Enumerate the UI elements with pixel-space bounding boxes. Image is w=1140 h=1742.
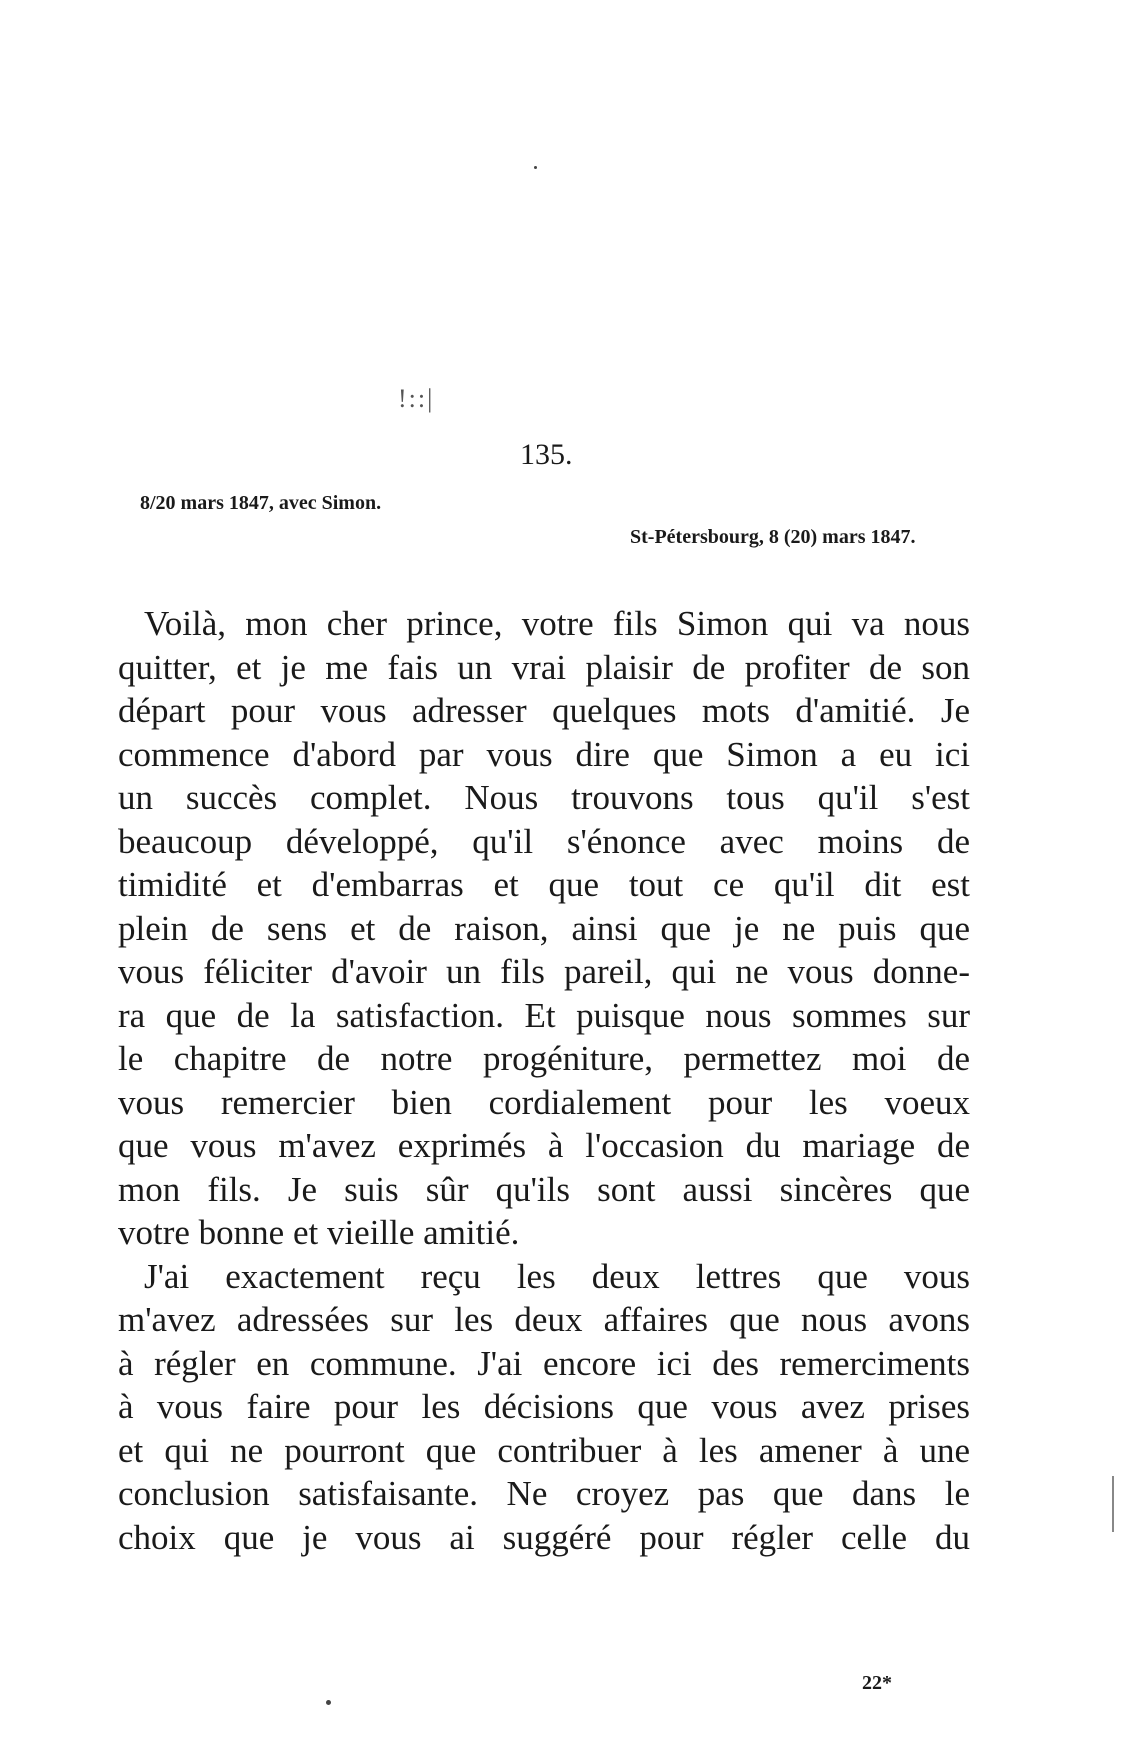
text-line: beaucoup développé, qu'il s'énonce avec moins de: [118, 821, 970, 861]
text-line: commence d'abord par vous dire que Simon a eu ici: [118, 734, 970, 774]
text-line: choix que je vous ai suggéré pour régler celle du: [118, 1517, 970, 1557]
margin-line: [1112, 1476, 1114, 1532]
faint-page-mark: !::|: [398, 384, 435, 413]
text-line: mon fils. Je suis sûr qu'ils sont aussi sincères que: [118, 1169, 970, 1209]
text-line: conclusion satisfaisante. Ne croyez pas que dans le: [118, 1474, 970, 1513]
text-line: ra que de la satisfaction. Et puisque nous sommes sur: [118, 995, 970, 1035]
text-line: un succès complet. Nous trouvons tous qu'il s'est: [118, 778, 970, 817]
text-line: à vous faire pour les décisions que vous avez prises: [118, 1387, 970, 1426]
text-line: et qui ne pourront que contribuer à les amener à une: [118, 1430, 970, 1470]
text-line: votre bonne et vieille amitié.: [118, 1213, 520, 1252]
text-line: départ pour vous adresser quelques mots d'amitié. Je: [118, 691, 970, 730]
text-line: m'avez adressées sur les deux affaires que nous avons: [118, 1300, 970, 1339]
ink-dot: [326, 1700, 331, 1705]
text-line: Voilà, mon cher prince, votre fils Simon qui va nous: [144, 604, 970, 643]
ink-dot: [534, 166, 537, 169]
letter-body: [118, 602, 970, 1559]
letter-date-left: 8/20 mars 1847, avec Simon.: [140, 492, 382, 514]
text-line: à régler en commune. J'ai encore ici des remerciments: [118, 1343, 970, 1383]
page-number: 135.: [520, 438, 573, 471]
text-line: vous féliciter d'avoir un fils pareil, qui ne vous donne-: [118, 952, 970, 991]
text-line: vous remercier bien cordialement pour les voeux: [118, 1082, 970, 1122]
letter-date-right: St-Pétersbourg, 8 (20) mars 1847.: [630, 526, 916, 548]
text-line: le chapitre de notre progéniture, permettez moi de: [118, 1039, 970, 1078]
signature-mark: 22*: [862, 1672, 892, 1694]
text-line: quitter, et je me fais un vrai plaisir de profiter de son: [118, 647, 970, 687]
text-line: timidité et d'embarras et que tout ce qu'il dit est: [118, 865, 970, 904]
text-line: que vous m'avez exprimés à l'occasion du mariage de: [118, 1126, 970, 1165]
text-line: plein de sens et de raison, ainsi que je ne puis que: [118, 908, 970, 948]
text-line: J'ai exactement reçu les deux lettres que vous: [144, 1256, 970, 1296]
